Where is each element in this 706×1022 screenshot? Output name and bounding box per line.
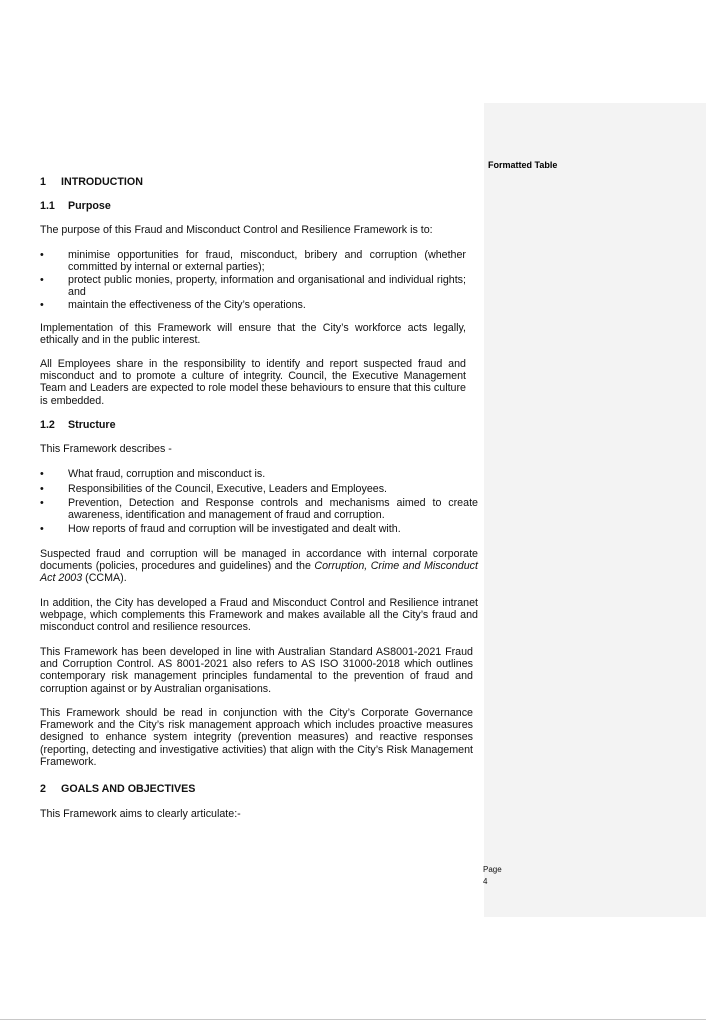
heading-introduction: 1 INTRODUCTION [40,176,143,188]
list-item: • What fraud, corruption and misconduct is. [40,468,266,480]
bullet-icon: • [40,299,44,311]
paragraph: Suspected fraud and corruption will be managed in accordance with internal corporate documents (policies, procedures and guidelines) and the Corruption, Crime and Misconduct Act 2003 (CCMA). [40,548,478,585]
bullet-icon: • [40,274,44,286]
page-number: Page 4 [483,865,502,887]
heading-goals: 2 GOALS AND OBJECTIVES [40,783,196,795]
bullet-icon: • [40,497,44,509]
paragraph: This Framework should be read in conjunction with the City’s Corporate Governance Framework and the City’s risk management approach which includes proactive measures designed to enhance system integrity (prevention measures) and reactive responses (reporting, detecting and investigative activities) that align with the City’s Risk Management Framework. [40,707,473,768]
list-item: • Prevention, Detection and Response controls and mechanisms aimed to create awareness, identification and management of fraud and corruption. [40,497,478,522]
list-item: • How reports of fraud and corruption will be investigated and dealt with. [40,523,401,535]
bullet-icon: • [40,523,44,535]
list-item: • maintain the effectiveness of the City’s operations. [40,299,306,311]
page-divider [0,1019,706,1020]
comment-pane-title: Formatted Table [488,160,558,170]
paragraph: All Employees share in the responsibility to identify and report suspected fraud and misconduct and to promote a culture of integrity. Council, the Executive Management Team and Leaders are expected to role model these behaviours to ensure that this culture is embedded. [40,358,466,407]
structure-intro: This Framework describes - [40,443,172,455]
comment-pane [484,103,706,917]
paragraph: In addition, the City has developed a Fraud and Misconduct Control and Resilience intranet webpage, which complements this Framework and makes available all the City’s fraud and misconduct control and resilience resources. [40,597,478,634]
heading-structure: 1.2 Structure [40,419,116,431]
list-item: • minimise opportunities for fraud, misconduct, bribery and corruption (whether committed by internal or external parties); [40,249,466,274]
purpose-intro: The purpose of this Fraud and Misconduct Control and Resilience Framework is to: [40,224,433,236]
list-item: • protect public monies, property, information and organisational and individual rights; and [40,274,466,299]
paragraph: This Framework has been developed in line with Australian Standard AS8001-2021 Fraud and Corruption Control. AS 8001-2021 also refers to AS ISO 31000-2018 which outlines contemporary risk management principles fundamental to the prevention of fraud and corruption against or by Australian organisations. [40,646,473,695]
heading-purpose: 1.1 Purpose [40,200,111,212]
bullet-icon: • [40,468,44,480]
paragraph: Implementation of this Framework will ensure that the City’s workforce acts legally, ethically and in the public interest. [40,322,466,347]
goals-intro: This Framework aims to clearly articulate:- [40,808,241,820]
bullet-icon: • [40,249,44,261]
list-item: • Responsibilities of the Council, Executive, Leaders and Employees. [40,483,388,495]
bullet-icon: • [40,483,44,495]
